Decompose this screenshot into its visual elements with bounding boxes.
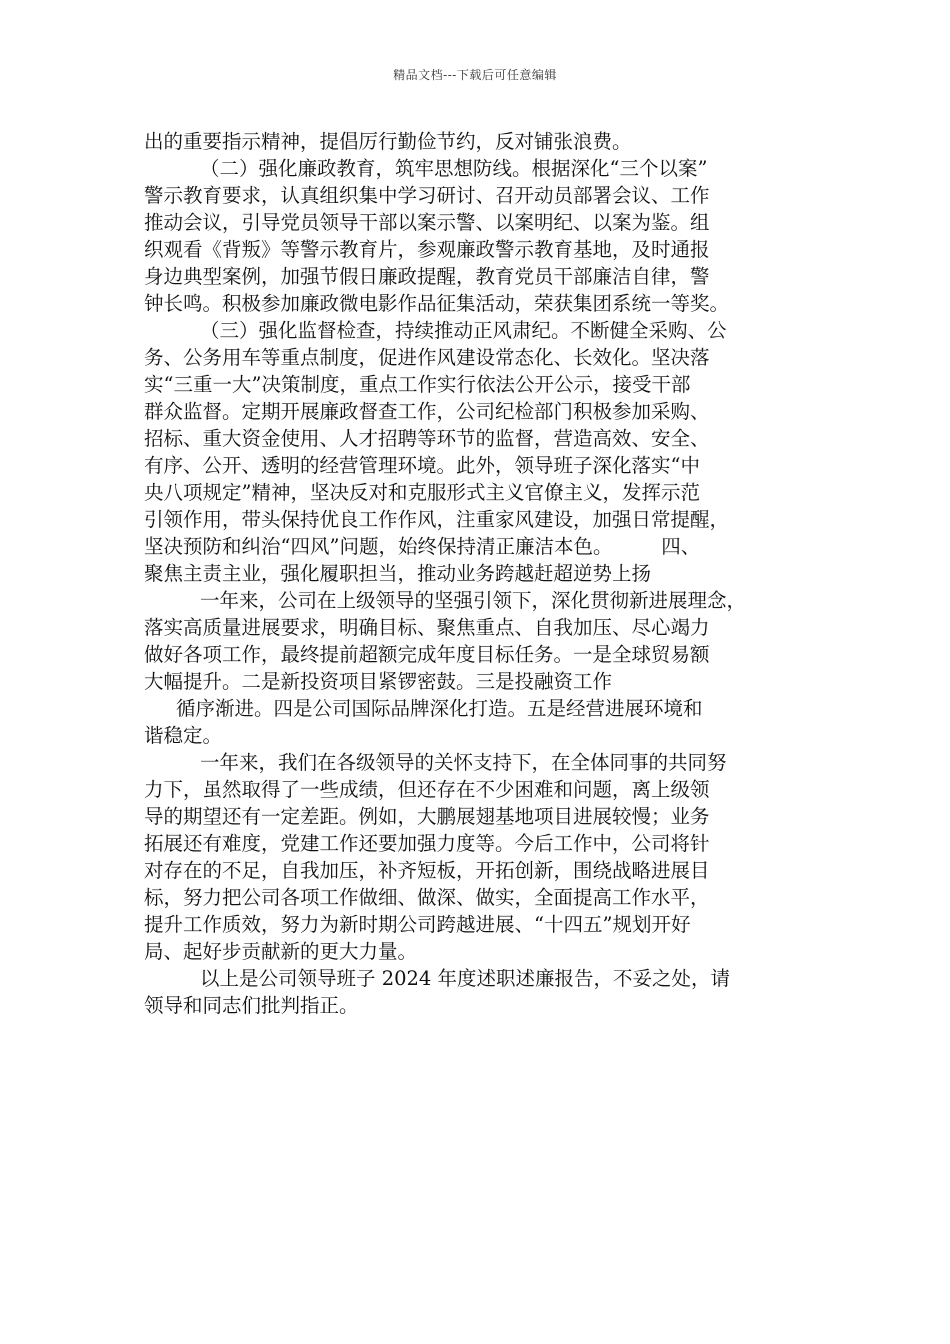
text-line: 落实高质量进展要求，明确目标、聚焦重点、自我加压、尽心竭力 [144,616,710,639]
text-line: 大幅提升。二是新投资项目紧锣密鼓。三是投融资工作 [144,670,613,693]
text-line: （三）强化监督检查，持续推动正风肃纪。不断健全采购、公 [200,319,727,342]
text-line: 有序、公开、透明的经营管理环境。此外，领导班子深化落实“中 [144,454,700,477]
page-header: 精品文档---下载后可任意编辑 [393,68,557,82]
text-line: 务、公务用车等重点制度，促进作风建设常态化、长效化。坚决落 [144,346,710,369]
text-line: 谐稳定。 [144,724,223,747]
text-line: 警示教育要求，认真组织集中学习研讨、召开动员部署会议、工作 [144,184,710,207]
text-line: 实“三重一大”决策制度，重点工作实行依法公开公示，接受干部 [144,373,691,396]
text-line: 标，努力把公司各项工作做细、做深、做实，全面提高工作水平， [144,886,710,909]
text-line: 钟长鸣。积极参加廉政微电影作品征集活动，荣获集团系统一等奖。 [144,292,730,315]
text-line: 推动会议，引导党员领导干部以案示警、以案明纪、以案为鉴。组 [144,211,710,234]
text-line: 引领作用，带头保持优良工作作风，注重家风建设，加强日常提醒， [144,508,730,531]
text-line: 对存在的不足，自我加压，补齐短板，开拓创新，围绕战略进展目 [144,859,710,882]
text-line: 招标、重大资金使用、人才招聘等环节的监督，营造高效、安全、 [144,427,710,450]
text-line: 力下，虽然取得了一些成绩，但还存在不少困难和问题，离上级领 [144,778,710,801]
text-line: 拓展还有难度，党建工作还要加强力度等。今后工作中，公司将针 [144,832,710,855]
document-body [144,128,824,1019]
text-line: 做好各项工作，最终提前超额完成年度目标任务。一是全球贸易额 [144,643,710,666]
text-line: 坚决预防和纠治“四风”问题，始终保持清正廉洁本色。 四、 [144,535,701,558]
text-line: 提升工作质效，努力为新时期公司跨越进展、“十四五”规划开好 [144,913,691,936]
text-line: 一年来，公司在上级领导的坚强引领下，深化贯彻新进展理念， [200,589,747,612]
text-line: 局、起好步贡献新的更大力量。 [144,940,418,963]
text-line: 聚焦主责主业，强化履职担当，推动业务跨越赶超逆势上扬 [144,562,652,585]
text-line: 织观看《背叛》等警示教育片，参观廉政警示教育基地，及时通报 [144,238,710,261]
text-line: 身边典型案例，加强节假日廉政提醒，教育党员干部廉洁自律，警 [144,265,710,288]
text-line: 循序渐进。四是公司国际品牌深化打造。五是经营进展环境和 [176,697,703,720]
text-line: 领导和同志们批判指正。 [144,994,359,1017]
text-line: 导的期望还有一定差距。例如，大鹏展翅基地项目进展较慢；业务 [144,805,710,828]
text-line: 一年来，我们在各级领导的关怀支持下，在全体同事的共同努 [200,751,727,774]
text-line: 央八项规定”精神，坚决反对和克服形式主义官僚主义，发挥示范 [144,481,700,504]
text-line: 出的重要指示精神，提倡厉行勤俭节约，反对铺张浪费。 [144,130,632,153]
text-line: 群众监督。定期开展廉政督查工作，公司纪检部门积极参加采购、 [144,400,710,423]
text-line: 以上是公司领导班子 2024 年度述职述廉报告，不妥之处，请 [200,967,731,990]
text-line: （二）强化廉政教育，筑牢思想防线。根据深化“三个以案” [200,157,708,180]
